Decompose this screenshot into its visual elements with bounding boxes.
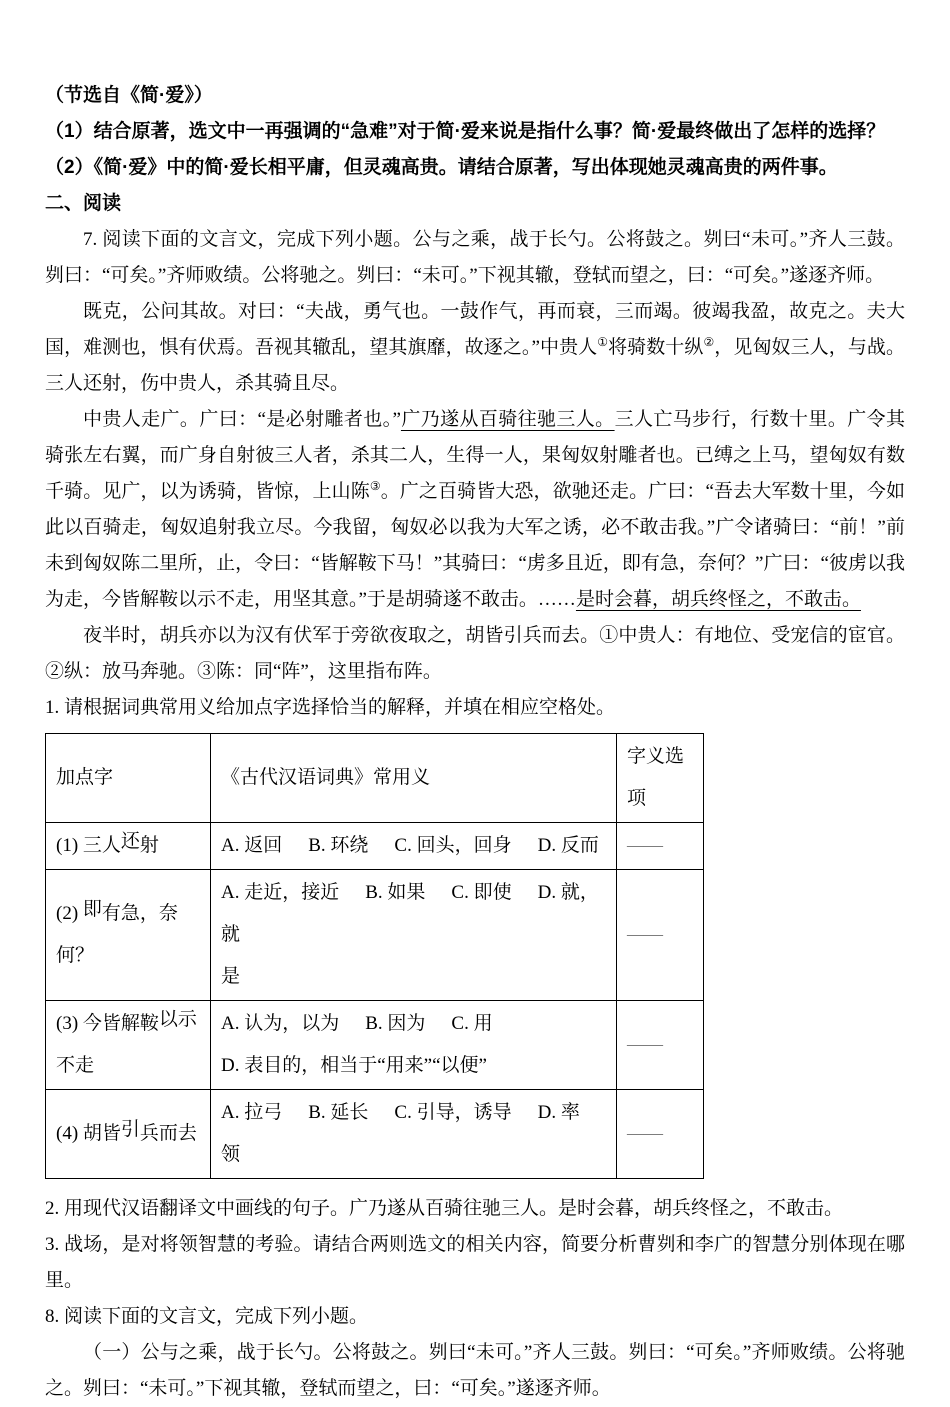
choice-cell xyxy=(617,823,704,870)
dotted-word-cell xyxy=(46,1001,211,1090)
item-7-passage-para-2 xyxy=(45,294,905,402)
option-d: D. 反而 xyxy=(537,835,599,856)
phrase-text: (2) xyxy=(56,903,83,924)
option-b: B. 环绕 xyxy=(308,835,369,856)
answer-blank: —— xyxy=(627,924,661,945)
bonus-question-1: （1）结合原著，选文中一再强调的“急难”对于简·爱来说是指什么事？简·爱最终做出了怎样的选择？ xyxy=(45,121,886,142)
option-a: A. 返回 xyxy=(221,835,283,856)
phrase-text: 不走 xyxy=(56,1055,95,1076)
dotted-character: 即 xyxy=(82,899,102,920)
option-b: B. 因为 xyxy=(365,1013,426,1034)
option-b: B. 如果 xyxy=(365,882,426,903)
option-a: A. 走近，接近 xyxy=(221,882,340,903)
option-c: C. 回头，回身 xyxy=(394,835,512,856)
passage-text: ，见匈奴三人，与战。三人还射，伤中贵人，杀其骑且尽。 xyxy=(45,337,905,394)
options-line xyxy=(221,825,610,867)
option-c: C. 用 xyxy=(451,1013,493,1034)
options-line xyxy=(221,1045,610,1087)
item-2-instruction: 2. 用现代汉语翻译文中画线的句子。广乃遂从百骑往驰三人。是时会暮，胡兵终怪之，不敢击。 xyxy=(45,1198,844,1219)
col-header-dictionary-meanings: 《古代汉语词典》常用义 xyxy=(211,734,617,823)
dotted-character: 引 xyxy=(120,1119,140,1140)
table-row xyxy=(46,870,704,1001)
table-row xyxy=(46,1090,704,1179)
item-7-passage-intro xyxy=(45,222,905,294)
passage-text: 7. 阅读下面的文言文，完成下列小题。公与之乘，战于长勺。公将鼓之。刿曰“未可。”齐人三鼓。刿曰：“可矣。”齐师败绩。公将驰之。刿曰：“未可。”下视其辙，登轼而望之，曰：“可矣。”遂逐齐师。 xyxy=(45,229,905,286)
meanings-cell xyxy=(211,823,617,870)
dotted-word-cell xyxy=(46,870,211,1001)
passage-text: 将骑数十纵 xyxy=(608,337,704,358)
choice-cell xyxy=(617,870,704,1001)
passage-text: （一）公与之乘，战于长勺。公将鼓之。刿曰“未可。”齐人三鼓。刿曰：“可矣。”齐师败绩。公将驰之。刿曰：“未可。”下视其辙，登轼而望之，曰：“可矣。”遂逐齐师。 xyxy=(45,1342,905,1399)
option-d: D. 表目的，相当于“用来”“以便” xyxy=(221,1055,487,1076)
option-c: C. 即使 xyxy=(451,882,512,903)
choice-cell xyxy=(617,1001,704,1090)
options-line xyxy=(221,956,610,998)
table-header-row xyxy=(46,734,704,823)
item-8-intro: 8. 阅读下面的文言文，完成下列小题。 xyxy=(45,1306,369,1327)
table-row xyxy=(46,1001,704,1090)
col-header-dotted-word: 加点字 xyxy=(46,734,211,823)
underlined-sentence-2: 是时会暮，胡兵终怪之，不敢击。 xyxy=(575,589,861,610)
answer-blank: —— xyxy=(627,835,661,856)
phrase-text: 射 xyxy=(139,835,159,856)
option-a: A. 拉弓 xyxy=(221,1102,283,1123)
passage-text: 夜半时，胡兵亦以为汉有伏军于旁欲夜取之，胡皆引兵而去。①中贵人：有地位、受宠信的宦官。②纵：放马奔驰。③陈：同“阵”，这里指布阵。 xyxy=(45,625,905,682)
option-b: B. 延长 xyxy=(308,1102,369,1123)
item-1-instruction: 1. 请根据词典常用义给加点字选择恰当的解释，并填在相应空格处。 xyxy=(45,697,616,718)
phrase-text: 兵而去 xyxy=(139,1123,197,1144)
option-d: D. 率 xyxy=(537,1102,580,1123)
excerpt-source-line: （节选自《简·爱》） xyxy=(45,85,213,106)
choice-cell xyxy=(617,1090,704,1179)
meanings-cell xyxy=(211,1090,617,1179)
meanings-cell xyxy=(211,1001,617,1090)
passage-text: 既克，公问其故。对曰：“夫战，勇气也。一鼓作气，再而衰，三而竭。彼竭我盈，故克之。夫大国，难测也，惧有伏焉。吾视其辙乱，望其旗靡，故逐之。”中贵人 xyxy=(45,301,905,358)
passage-text: 三人亡马步行，行数十里。广令其骑张左右翼，而广身自射彼三人者，杀其二人，生得一人，果匈奴射雕者也。已缚之上马，望匈奴有数千骑。见广，以为诱骑，皆惊，上山陈 xyxy=(45,409,905,502)
phrase-text: 有急，奈何？ xyxy=(56,903,178,966)
phrase-text: (1) 三人 xyxy=(56,835,121,856)
meanings-cell xyxy=(211,870,617,1001)
dotted-word-cell xyxy=(46,823,211,870)
footnote-marker-3: ③ xyxy=(369,479,381,493)
item-7-passage-para-3 xyxy=(45,402,905,618)
passage-text: 中贵人走广。广曰：“是必射雕者也。” xyxy=(83,409,401,430)
section-heading-reading: 二、阅读 xyxy=(45,193,122,214)
option-d-continued: 领 xyxy=(221,1144,241,1165)
options-line xyxy=(221,1134,610,1176)
footnote-marker-2: ② xyxy=(703,335,715,349)
dotted-word-cell xyxy=(46,1090,211,1179)
option-a: A. 认为，以为 xyxy=(221,1013,340,1034)
footnote-marker-1: ① xyxy=(597,335,609,349)
option-c: C. 引导，诱导 xyxy=(394,1102,512,1123)
options-line xyxy=(221,1092,610,1134)
phrase-text: (3) 今皆解鞍 xyxy=(56,1013,159,1034)
underlined-sentence-1: 广乃遂从百骑往驰三人。 xyxy=(400,409,615,430)
dotted-character: 还 xyxy=(120,831,140,852)
col-header-choice: 字义选项 xyxy=(617,734,704,823)
item-7-passage-notes xyxy=(45,618,905,690)
option-d: D. 就，就 xyxy=(221,882,599,945)
bonus-question-2: （2）《简·爱》中的简·爱长相平庸，但灵魂高贵。请结合原著，写出体现她灵魂高贵的两件事。 xyxy=(45,157,838,178)
option-d-continued: 是 xyxy=(221,966,241,987)
table-row xyxy=(46,823,704,870)
phrase-text: (4) 胡皆 xyxy=(56,1123,121,1144)
item-3-instruction: 3. 战场，是对将领智慧的考验。请结合两则选文的相关内容，简要分析曹刿和李广的智慧分别体现在哪里。 xyxy=(45,1234,905,1291)
options-line xyxy=(221,872,610,956)
word-meaning-table xyxy=(45,733,704,1179)
passage-text: 。广之百骑皆大恐，欲驰还走。广曰：“吾去大军数十里，今如此以百骑走，匈奴追射我立尽。今我留，匈奴必以我为大军之诱，必不敢击我。”广令诸骑曰：“前！”前未到匈奴陈二里所，止，令曰：“皆解鞍下马！”其骑曰：“虏多且近，即有急，奈何？”广曰：“彼虏以我为走，今皆解鞍以示不走，用坚其意。”于是胡骑遂不敢击。…… xyxy=(45,481,905,610)
dotted-character: 以示 xyxy=(158,1009,197,1030)
answer-blank: —— xyxy=(627,1034,661,1055)
item-8-passage-1 xyxy=(45,1335,905,1407)
options-line xyxy=(221,1003,610,1045)
answer-blank: —— xyxy=(627,1123,661,1144)
